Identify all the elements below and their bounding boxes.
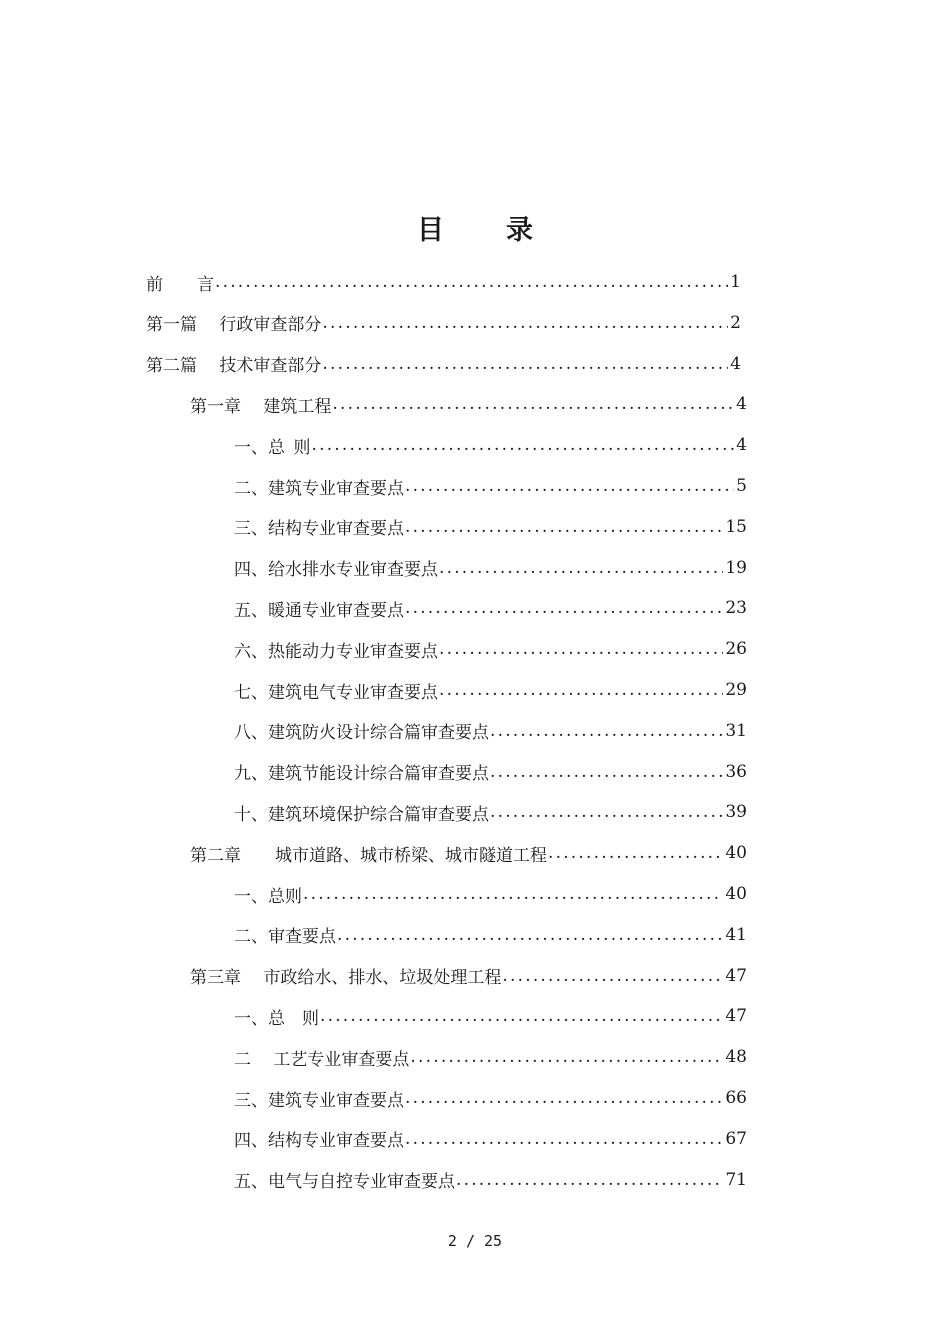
toc-entry[interactable] bbox=[234, 792, 747, 832]
toc-entry-label: 第二篇 技术审查部分 bbox=[146, 356, 322, 377]
toc-entry-label: 一、总 则 bbox=[234, 437, 311, 458]
toc-leader-dots bbox=[322, 354, 728, 374]
toc-entry[interactable] bbox=[190, 384, 747, 424]
toc-leader-dots bbox=[439, 639, 723, 659]
toc-entry-page: 29 bbox=[725, 680, 747, 700]
toc-entry-page: 40 bbox=[725, 843, 747, 864]
toc-entry-label: 第一章 建筑工程 bbox=[190, 396, 332, 417]
toc-entry-label: 一、总 则 bbox=[234, 1008, 319, 1029]
toc-entry-label: 前 言 bbox=[146, 274, 214, 295]
toc-entry[interactable] bbox=[234, 1119, 747, 1159]
toc-entry-page: 1 bbox=[730, 272, 741, 292]
toc-leader-dots bbox=[405, 1129, 723, 1149]
toc-entry[interactable] bbox=[146, 344, 741, 384]
toc-entry-label: 四、给水排水专业审查要点 bbox=[234, 560, 438, 581]
toc-entry-page: 23 bbox=[725, 598, 747, 619]
toc-entry[interactable] bbox=[234, 996, 747, 1036]
toc-entry[interactable] bbox=[234, 670, 747, 710]
toc-leader-dots bbox=[548, 843, 723, 863]
toc-leader-dots bbox=[332, 394, 734, 414]
toc-entry-label: 二 工艺专业审查要点 bbox=[234, 1049, 410, 1070]
toc-entry-page: 47 bbox=[725, 965, 747, 986]
toc-entry[interactable] bbox=[190, 833, 747, 873]
toc-entry-page: 48 bbox=[725, 1047, 747, 1068]
title-char-2: 录 bbox=[506, 215, 533, 246]
toc-entry[interactable] bbox=[234, 466, 747, 506]
toc-leader-dots bbox=[405, 476, 734, 496]
toc-entry-label: 九、建筑节能设计综合篇审查要点 bbox=[234, 764, 489, 785]
toc-entry-page: 26 bbox=[725, 639, 747, 660]
toc-entry[interactable] bbox=[234, 1160, 747, 1200]
toc-entry-page: 47 bbox=[725, 1006, 747, 1027]
toc-entry[interactable] bbox=[234, 548, 747, 588]
toc-leader-dots bbox=[490, 762, 723, 782]
toc-entry-label: 二、建筑专业审查要点 bbox=[234, 478, 404, 499]
toc-entry[interactable] bbox=[234, 1078, 747, 1118]
toc-leader-dots bbox=[456, 1170, 723, 1190]
toc-entry[interactable] bbox=[234, 1037, 747, 1077]
toc-entry-label: 四、结构专业审查要点 bbox=[234, 1131, 404, 1152]
toc-entry-page: 71 bbox=[725, 1169, 747, 1190]
toc-leader-dots bbox=[337, 925, 723, 945]
toc-leader-dots bbox=[439, 680, 723, 700]
toc-entry-label: 第一篇 行政审查部分 bbox=[146, 315, 322, 336]
toc-entry-label: 第三章 市政给水、排水、垃圾处理工程 bbox=[190, 968, 502, 989]
toc-entry-label: 五、电气与自控专业审查要点 bbox=[234, 1172, 455, 1193]
toc-leader-dots bbox=[215, 272, 728, 292]
toc-leader-dots bbox=[322, 313, 728, 333]
toc-entry-page: 5 bbox=[736, 476, 747, 496]
toc-entry-page: 66 bbox=[725, 1088, 747, 1108]
toc-entry-label: 六、热能动力专业审查要点 bbox=[234, 641, 438, 662]
toc-entry[interactable] bbox=[234, 425, 747, 465]
page-title bbox=[0, 208, 950, 247]
toc-entry[interactable] bbox=[234, 874, 747, 914]
toc-leader-dots bbox=[320, 1006, 723, 1026]
toc-leader-dots bbox=[405, 517, 723, 537]
toc-entry[interactable] bbox=[146, 262, 741, 302]
toc-entry-page: 4 bbox=[736, 394, 747, 415]
toc-leader-dots bbox=[490, 802, 723, 822]
toc-entry-page: 15 bbox=[725, 516, 747, 537]
toc-entry-page: 36 bbox=[725, 761, 747, 782]
toc-entry-page: 67 bbox=[725, 1128, 747, 1149]
toc-leader-dots bbox=[405, 598, 723, 618]
toc-entry-label: 三、建筑专业审查要点 bbox=[234, 1090, 404, 1111]
toc-leader-dots bbox=[439, 558, 723, 578]
toc-entry[interactable] bbox=[234, 752, 747, 792]
toc-entry-page: 4 bbox=[730, 353, 741, 374]
toc-entry-page: 41 bbox=[725, 924, 747, 945]
toc-entry[interactable] bbox=[146, 303, 741, 343]
toc-entry-label: 二、审查要点 bbox=[234, 927, 336, 948]
toc-entry-label: 七、建筑电气专业审查要点 bbox=[234, 682, 438, 703]
toc-entry-page: 2 bbox=[730, 312, 741, 333]
toc-entry[interactable] bbox=[234, 711, 747, 751]
toc-entry-page: 40 bbox=[725, 884, 747, 904]
toc-entry-label: 五、暖通专业审查要点 bbox=[234, 600, 404, 621]
toc-entry[interactable] bbox=[234, 915, 747, 955]
toc-entry-label: 三、结构专业审查要点 bbox=[234, 519, 404, 540]
toc-entry-label: 十、建筑环境保护综合篇审查要点 bbox=[234, 804, 489, 825]
toc-entry[interactable] bbox=[234, 588, 747, 628]
toc-leader-dots bbox=[490, 721, 723, 741]
toc-leader-dots bbox=[502, 966, 723, 986]
title-char-1: 目 bbox=[417, 215, 444, 246]
toc-entry-label: 一、总则 bbox=[234, 886, 302, 907]
toc-entry[interactable] bbox=[234, 507, 747, 547]
toc-entry-label: 八、建筑防火设计综合篇审查要点 bbox=[234, 723, 489, 744]
toc-entry-label: 第二章 城市道路、城市桥梁、城市隧道工程 bbox=[190, 845, 547, 866]
toc-leader-dots bbox=[312, 435, 735, 455]
page-indicator: 2 / 25 bbox=[447, 1232, 503, 1250]
toc-entry-page: 4 bbox=[736, 435, 747, 456]
toc-leader-dots bbox=[410, 1047, 723, 1067]
toc-leader-dots bbox=[405, 1088, 723, 1108]
toc-leader-dots bbox=[303, 884, 723, 904]
toc-entry[interactable] bbox=[190, 956, 747, 996]
toc-entry-page: 19 bbox=[725, 557, 747, 578]
toc-entry-page: 31 bbox=[725, 720, 747, 741]
toc-entry[interactable] bbox=[234, 629, 747, 669]
toc-entry-page: 39 bbox=[725, 802, 747, 823]
